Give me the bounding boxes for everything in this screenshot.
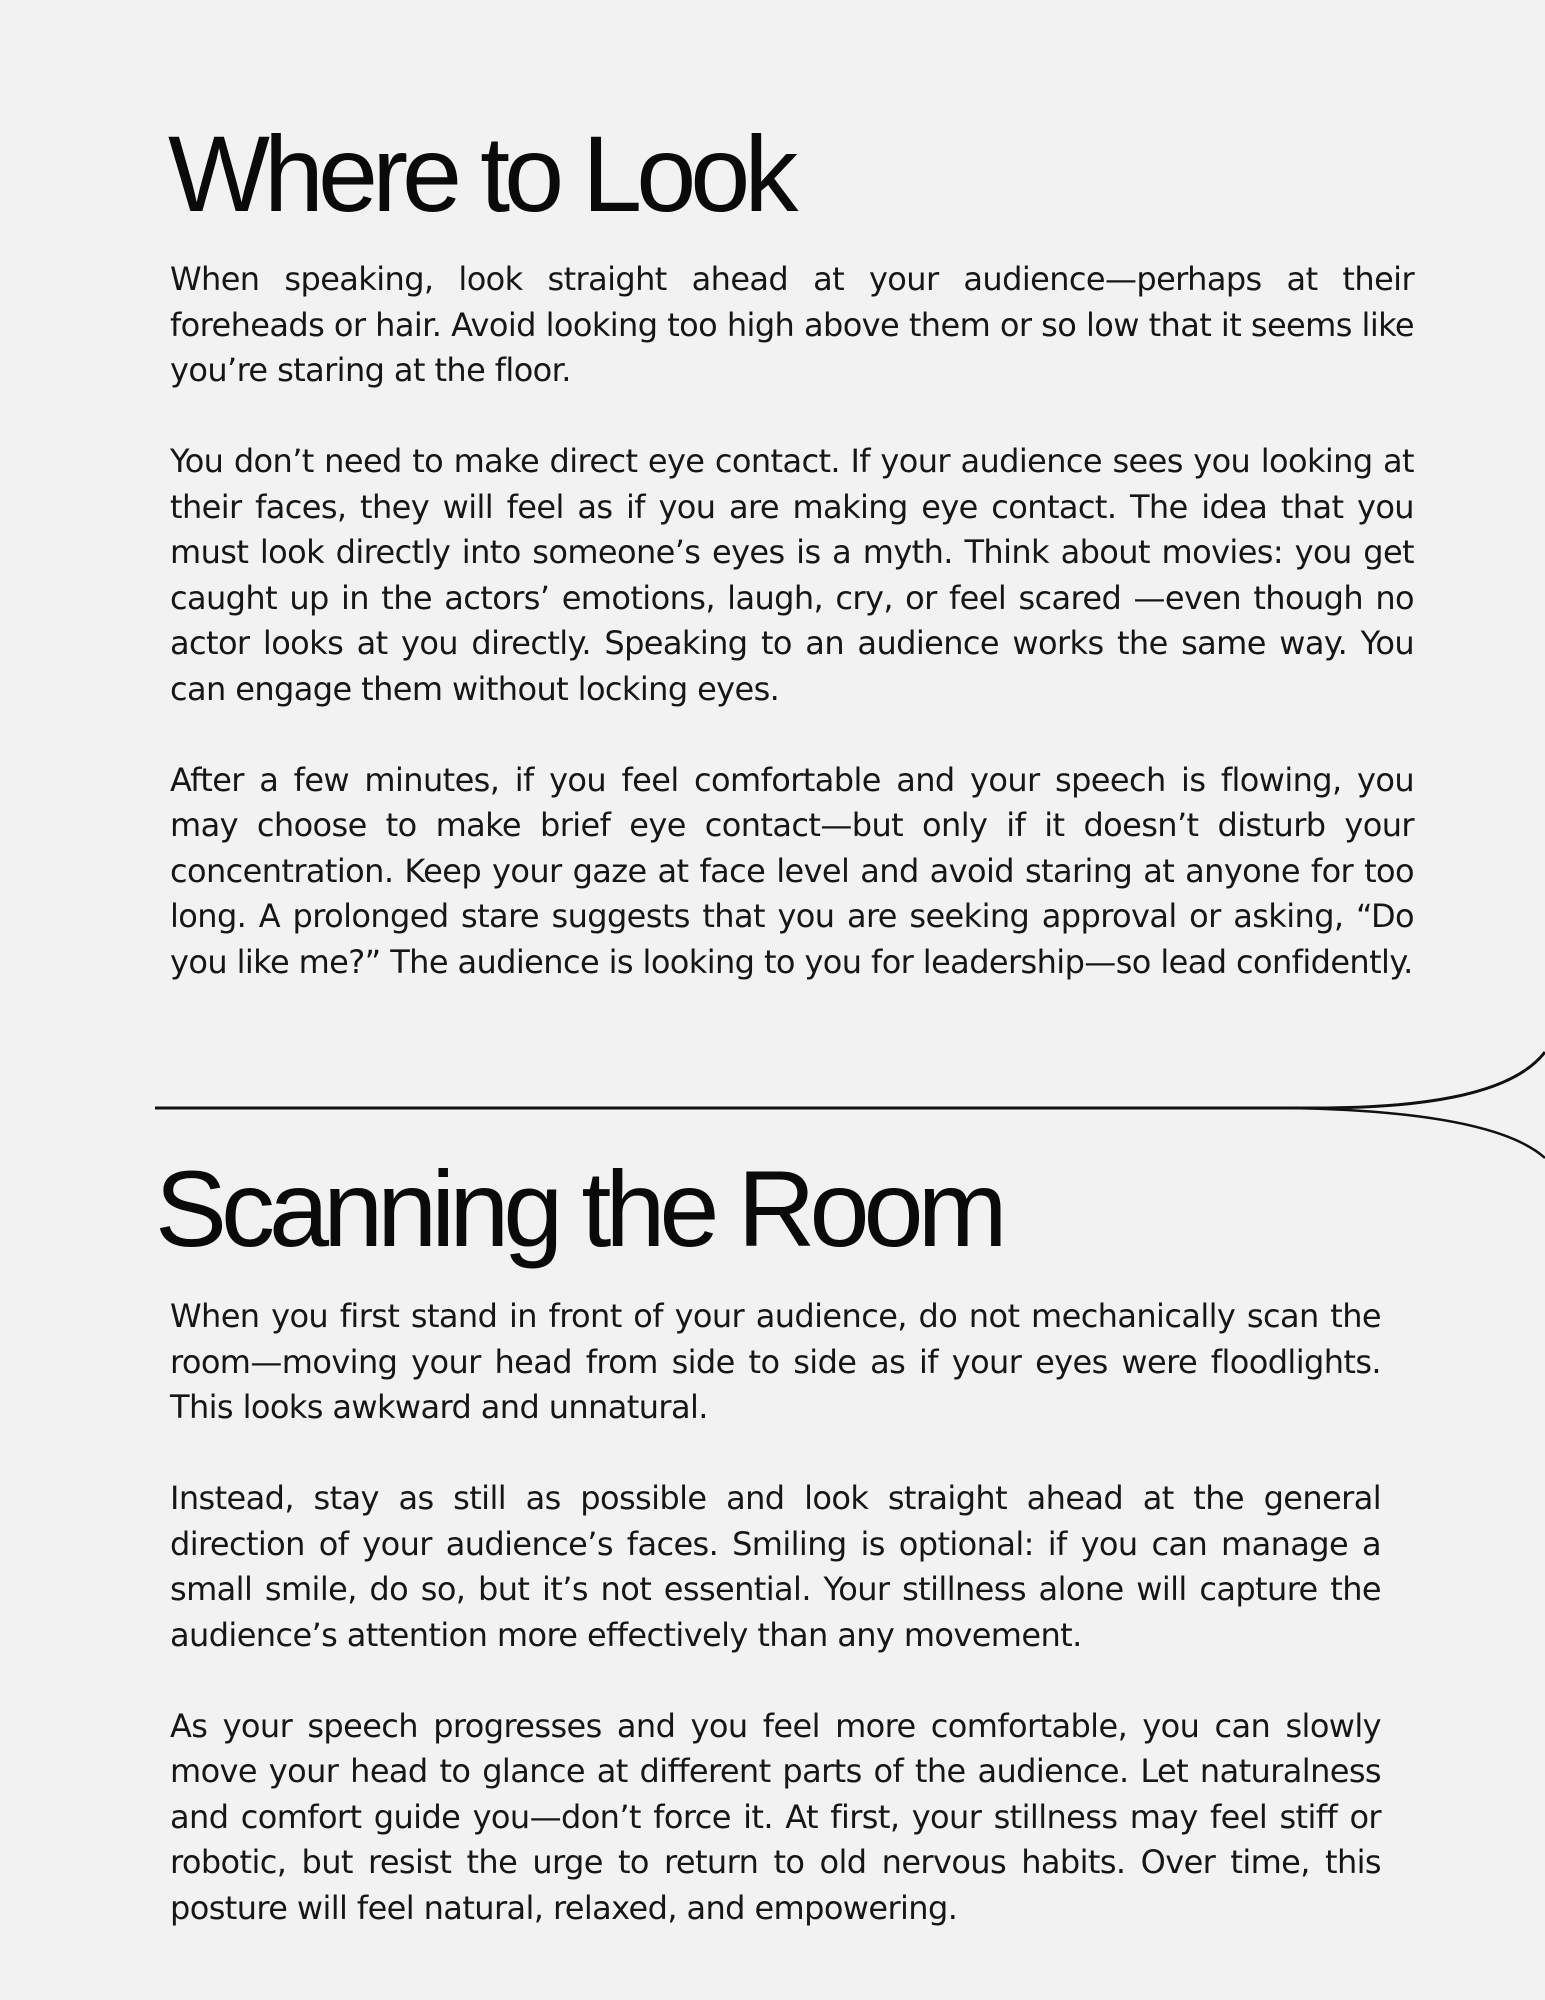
paragraph: You don’t need to make direct eye contact. If your audience sees you looking at their faces, they will feel as if you are making eye contact. The idea that you must look directly into someone’s eyes is a myth. Think about movies: you get caught up in the actors’ emotions, laugh, cry, or feel scared —even though no actor looks at you directly. Speaking to an audience works the same way. You can engage them without locking eyes. bbox=[170, 442, 1414, 708]
paragraph: When speaking, look straight ahead at your audience—perhaps at their foreheads or hair. Avoid looking too high above them or so low that it seems like you’re staring at the floor. bbox=[170, 260, 1414, 389]
paragraph: Instead, stay as still as possible and look straight ahead at the general direction of your audience’s faces. Smiling is optional: if you can manage a small smile, do so, but it’s not essential. Your stillness alone will capture the audience’s attention more effectively than any movement. bbox=[170, 1479, 1381, 1654]
section-title-scanning-the-room: Scanning the Room bbox=[155, 1148, 1002, 1269]
paragraph: As your speech progresses and you feel more comfortable, you can slowly move your head to glance at different parts of the audience. Let naturalness and comfort guide you—don’t force it. At first, your stillness may feel stiff or robotic, but resist the urge to return to old nervous habits. Over time, this posture will feel natural, relaxed, and empowering. bbox=[170, 1706, 1381, 1927]
divider-curve bbox=[1290, 1108, 1545, 1158]
divider-line bbox=[155, 1052, 1545, 1108]
paragraph: After a few minutes, if you feel comfortable and your speech is flowing, you may choose to make brief eye contact—but only if it doesn’t disturb your concentration. Keep your gaze at face level and avoid staring at anyone for too long. A prolonged stare suggests that you are seeking approval or asking, “Do you like me?” The audience is looking to you for leadership—so lead confidently. bbox=[170, 760, 1414, 981]
paragraph: When you first stand in front of your audience, do not mechanically scan the room—moving your head from side to side as if your eyes were floodlights. This looks awkward and unnatural. bbox=[170, 1297, 1381, 1426]
section-body-scanning-the-room bbox=[170, 1294, 1381, 1931]
section-title-where-to-look: Where to Look bbox=[168, 113, 793, 234]
